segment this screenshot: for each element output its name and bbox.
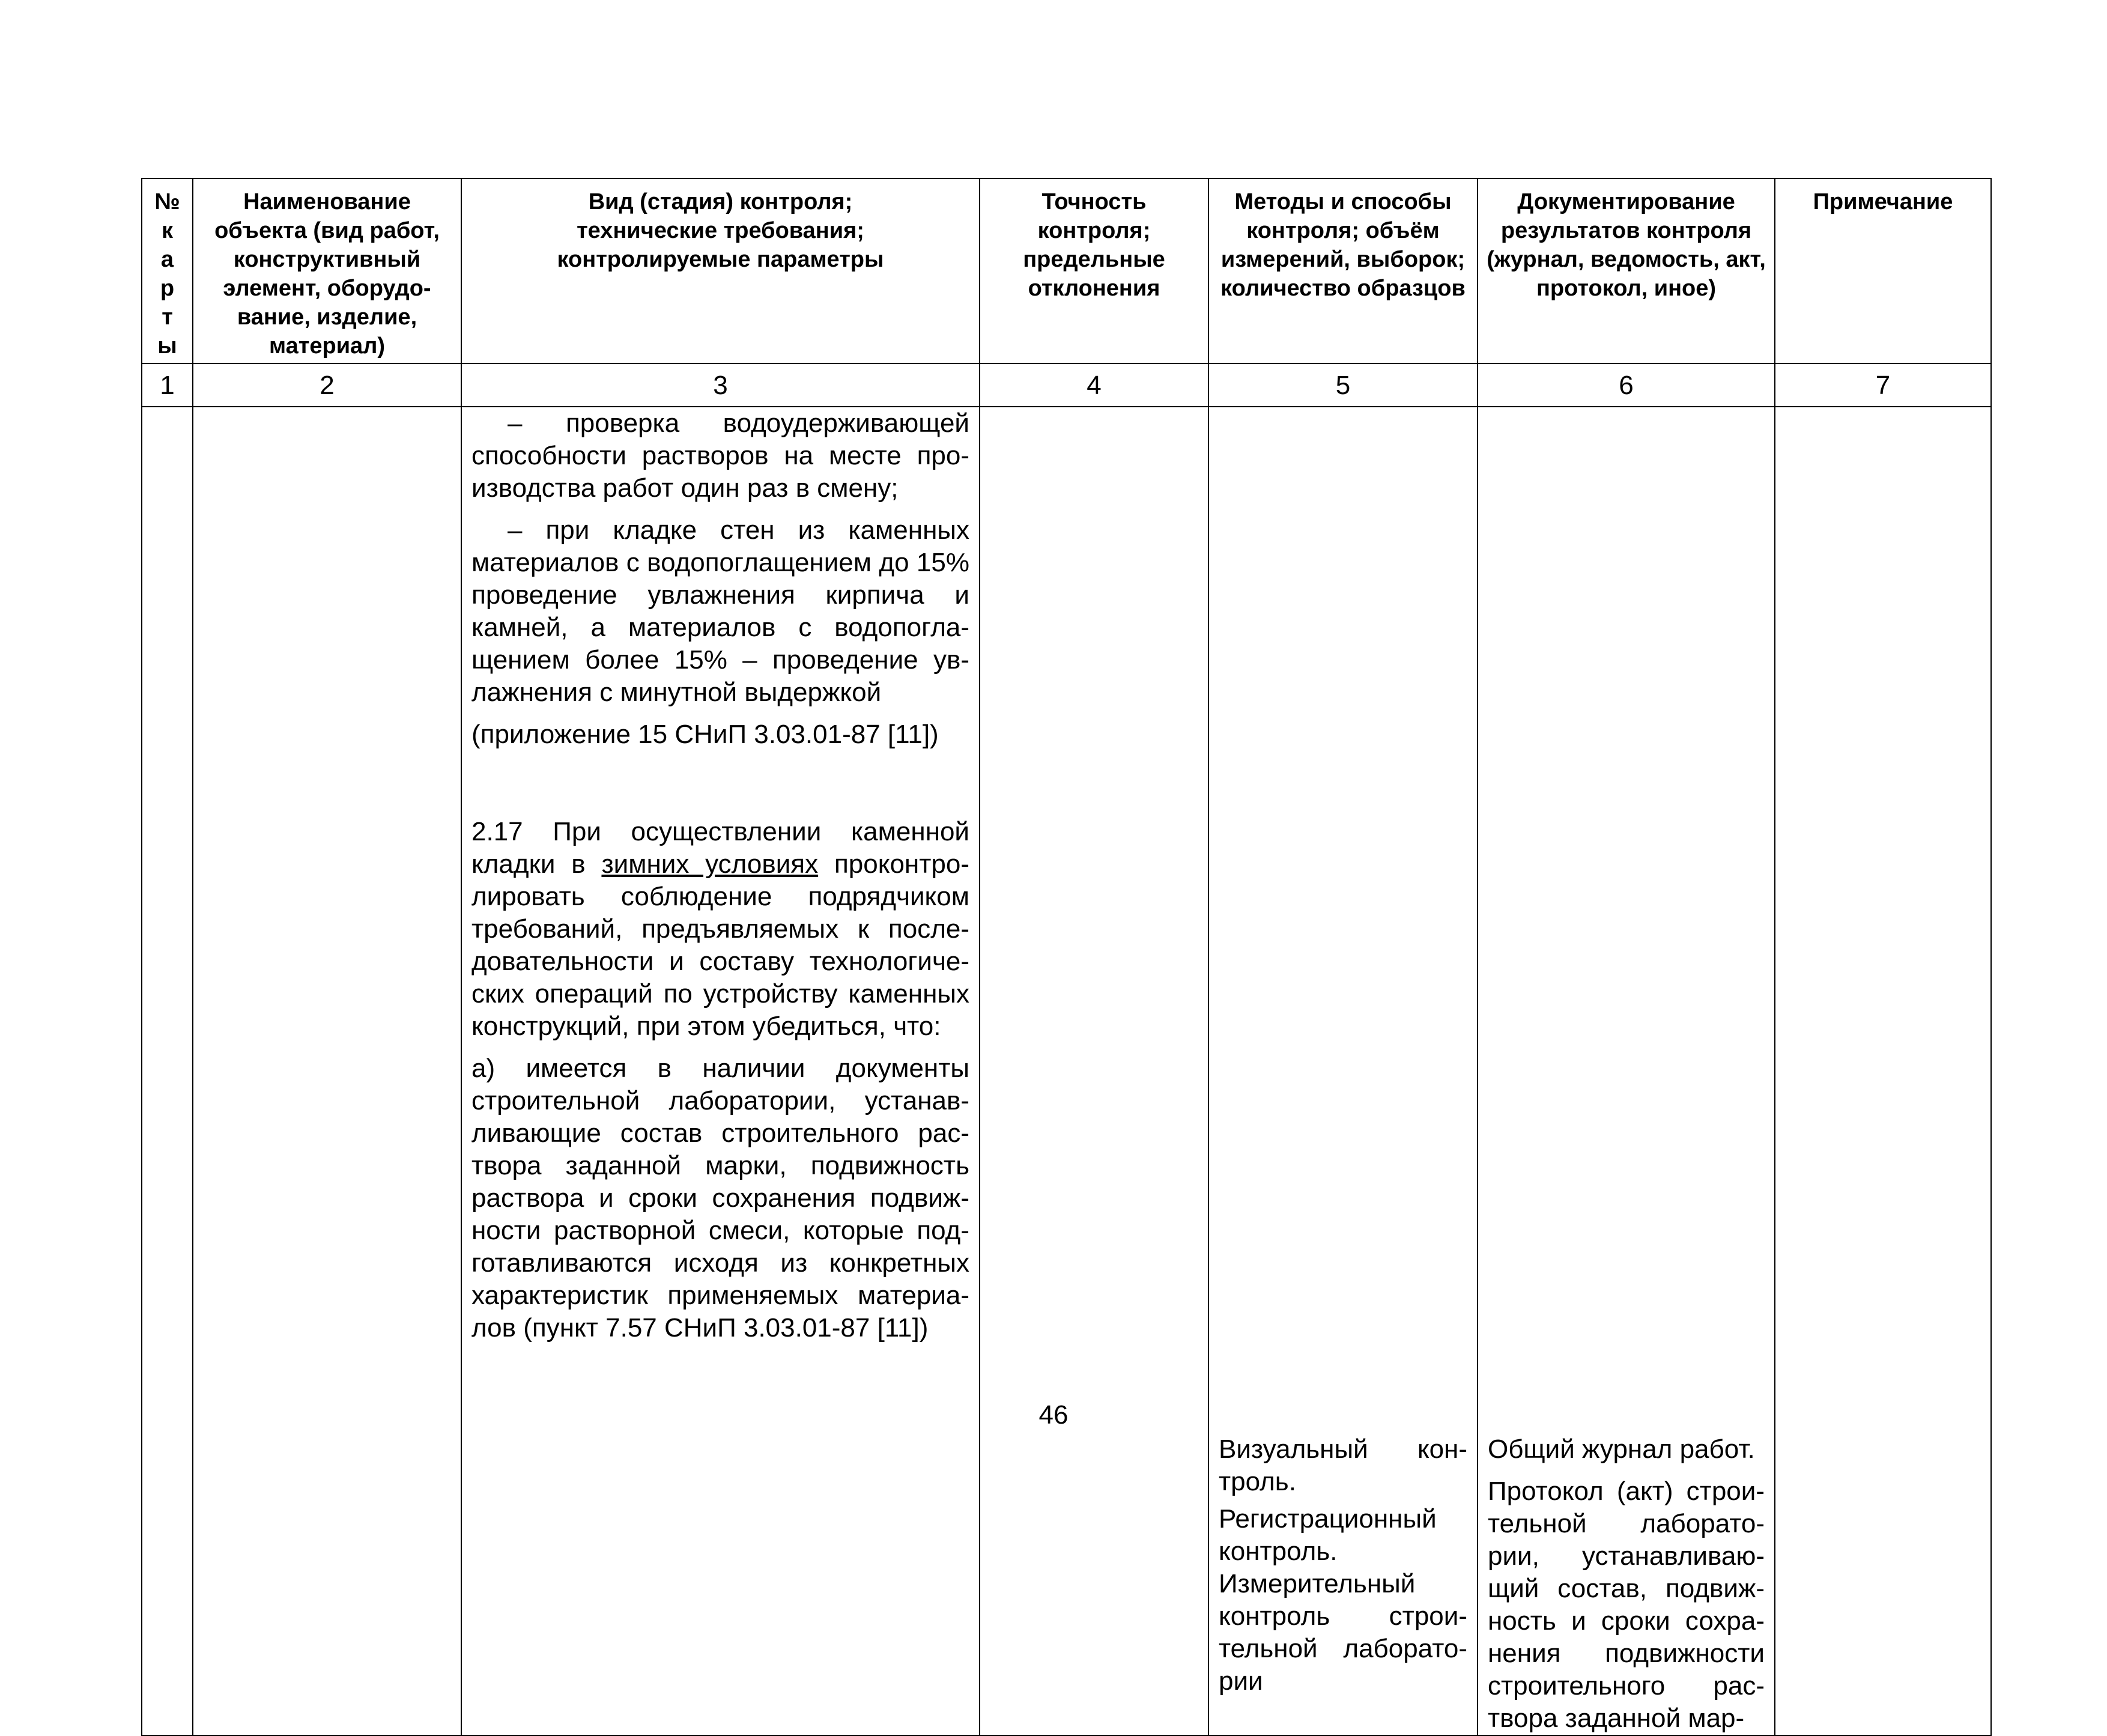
header-control-type: Вид (стадия) контроля; технические требования; контролируемые параметры: [461, 178, 980, 363]
header-accuracy: Точность контроля; предельные отклонения: [980, 178, 1208, 363]
column-number: 6: [1478, 363, 1775, 407]
control-table: [141, 178, 1992, 1736]
header-documentation: Документирование результатов контроля (журнал, ведомость, акт, протокол, иное): [1478, 178, 1775, 363]
cell-note: [1775, 407, 1991, 1735]
header-row: [142, 178, 1991, 363]
cell-requirements: [461, 407, 980, 1735]
table-row: [142, 407, 1991, 1735]
requirement-moistening: – при кладке стен из каменных материалов с водопоглащением до 15% проведение увлажнения кирпича и камней, а материалов с водопогла- щением более 15% – проведение ув- лажнения с минутной выдержкой: [471, 515, 969, 707]
header-card-number: № к а р т ы: [142, 178, 193, 363]
requirement-water-retention: – проверка водоудерживающей способности растворов на месте про- изводства работ один раз в смену;: [471, 408, 969, 503]
header-methods: Методы и способы контроля; объём измерений, выборок; количество образцов: [1208, 178, 1478, 363]
column-number: 5: [1208, 363, 1478, 407]
paragraph-2-17-start: 2.17 При осуществлении каменной кладки в: [471, 817, 969, 879]
requirement-item-a: а) имеется в наличии документы строительной лаборатории, устанав- ливающие состав строительного рас- твора заданной марки, подвижность раствора и сроки сохранения подвиж- ности растворной смеси, которые под- готавливаются исходя из конкретных характеристик применяемых материа- лов (пункт 7.57 СНиП 3.03.01-87 [11]): [471, 1054, 969, 1343]
column-number: 2: [193, 363, 461, 407]
page-number: 46: [1038, 1400, 1069, 1430]
header-object-name: Наименование объекта (вид работ, конструктивный элемент, оборудо- вание, изделие, материал): [193, 178, 461, 363]
winter-conditions-link: зимних условиях: [601, 849, 819, 879]
doc-general-journal: Общий журнал работ.: [1488, 1434, 1755, 1464]
column-number: 7: [1775, 363, 1991, 407]
paragraph-2-17: [471, 816, 969, 1043]
doc-lab-protocol: Протокол (акт) строи- тельной лаборато- рии, устанавливаю- щий состав, подвиж- ность и сроки сохра- нения подвижности строительного рас- твора заданной мар-: [1488, 1477, 1765, 1733]
paragraph-2-17-end: проконтро- лировать соблюдение подрядчиком требований, предъявляемых к после- довательности и составу технологиче- ских операций по устройству каменных конструкций, при этом убедиться, что:: [471, 849, 969, 1041]
cell-card-number: [142, 407, 193, 1735]
requirement-reference: (приложение 15 СНиП 3.03.01-87 [11]): [471, 720, 939, 749]
cell-accuracy: [980, 407, 1208, 1735]
method-registration: Регистрационный контроль.: [1219, 1504, 1437, 1566]
cell-documentation: [1478, 407, 1775, 1735]
column-number: 1: [142, 363, 193, 407]
column-number: 3: [461, 363, 980, 407]
method-visual: Визуальный кон- троль.: [1219, 1434, 1467, 1496]
column-number: 4: [980, 363, 1208, 407]
cell-methods: [1208, 407, 1478, 1735]
column-number-row: [142, 363, 1991, 407]
cell-object-name: [193, 407, 461, 1735]
method-measurement: Измерительный контроль строи- тельной лаборато- рии: [1219, 1569, 1467, 1696]
header-note: Примечание: [1775, 178, 1991, 363]
